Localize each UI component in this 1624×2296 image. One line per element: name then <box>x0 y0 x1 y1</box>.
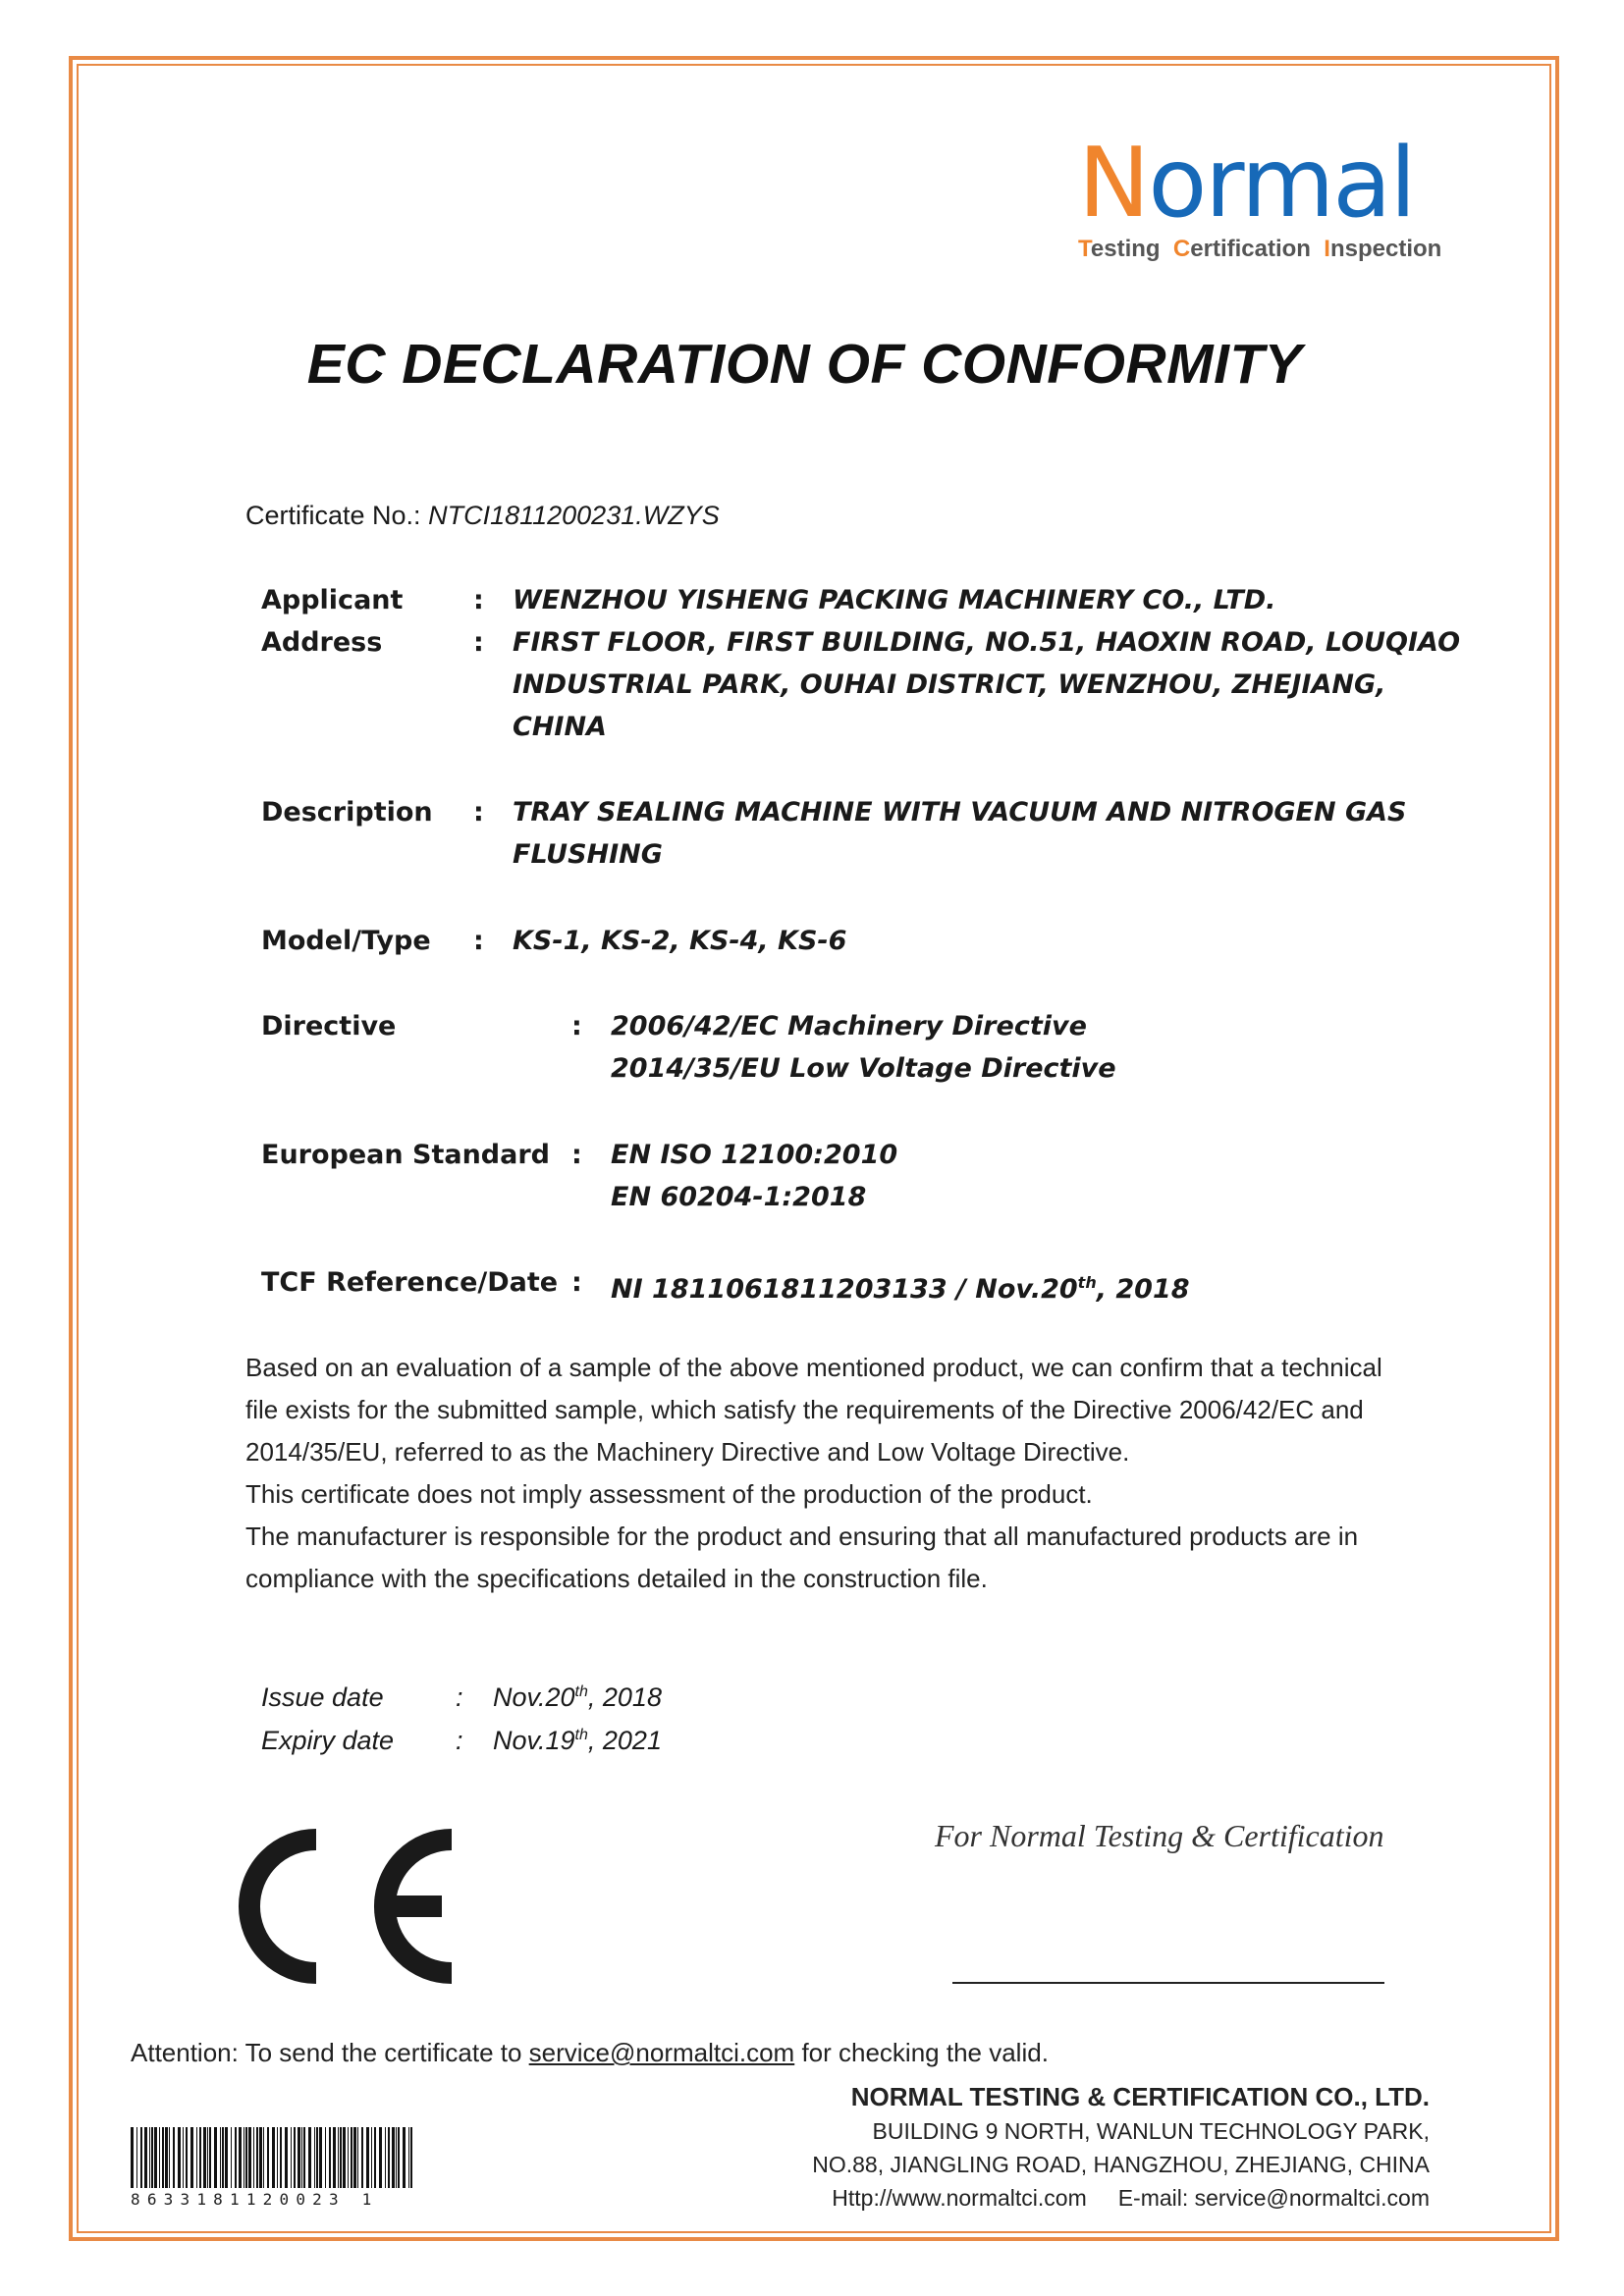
issue-date-day: Nov.20 <box>493 1682 575 1712</box>
issue-date-value <box>493 1682 662 1713</box>
address-line: FIRST FLOOR, FIRST BUILDING, NO.51, HAOXIN ROAD, LOUQIAO <box>513 627 1461 658</box>
description-line: FLUSHING <box>513 839 663 870</box>
standard-label: European Standard <box>261 1140 550 1170</box>
attention-text: Attention: To send the certificate to <box>131 2038 529 2067</box>
issue-date-year: , 2018 <box>587 1682 662 1712</box>
normal-logo <box>1078 128 1490 263</box>
signature-line <box>952 1982 1384 1984</box>
tagline-initial: T <box>1078 236 1091 262</box>
issue-date-ordinal: th <box>574 1683 588 1700</box>
statement-paragraph: Based on an evaluation of a sample of the above mentioned product, we can confirm that a technical file exists for the submitted sample, which satisfy the requirements of the Directive 2006/42/EC and 2014/35/EU, referred to as the Machinery Directive and Low Voltage Directive. <box>245 1353 1382 1467</box>
field-colon: : <box>456 1726 463 1755</box>
company-contact: Http://www.normaltci.com E-mail: service@normaltci.com <box>832 2185 1430 2211</box>
tcf-value-text: NI 1811061811203133 / Nov.20 <box>611 1274 1078 1305</box>
certificate-number-value: NTCI1811200231.WZYS <box>428 501 720 530</box>
description-value <box>513 791 1407 876</box>
directive-label: Directive <box>261 1011 397 1041</box>
tcf-value <box>611 1261 1190 1310</box>
ce-mark-icon <box>238 1828 463 1990</box>
company-name: NORMAL TESTING & CERTIFICATION CO., LTD. <box>850 2082 1430 2111</box>
expiry-date-ordinal: th <box>574 1727 588 1743</box>
certificate-number-label: Certificate No.: <box>245 501 421 530</box>
barcode <box>131 2127 415 2209</box>
description-label: Description <box>261 797 433 828</box>
issue-date-label: Issue date <box>261 1682 384 1712</box>
tagline-word: nspection <box>1329 236 1442 262</box>
logo-tagline <box>1078 236 1490 263</box>
field-colon: : <box>473 926 484 956</box>
tcf-label: TCF Reference/Date <box>261 1267 559 1298</box>
standard-value <box>611 1134 897 1218</box>
address-value <box>513 621 1460 748</box>
model-value <box>513 920 846 962</box>
standard-line: EN 60204-1:2018 <box>611 1182 867 1212</box>
logo-rest: ormal <box>1148 128 1415 240</box>
tagline-initial: C <box>1172 236 1191 262</box>
model-line: KS-1, KS-2, KS-4, KS-6 <box>513 926 847 956</box>
attention-note <box>131 2038 1049 2068</box>
barcode-bars <box>131 2127 415 2188</box>
field-colon: : <box>473 797 484 828</box>
company-info <box>812 2079 1430 2215</box>
directive-line: 2014/35/EU Low Voltage Directive <box>611 1053 1116 1084</box>
logo-initial: N <box>1078 128 1149 240</box>
directive-line: 2006/42/EC Machinery Directive <box>611 1011 1087 1041</box>
statement-paragraph: This certificate does not imply assessment of the production of the product. <box>245 1479 1093 1509</box>
address-line: CHINA <box>513 712 607 742</box>
company-address-line: BUILDING 9 NORTH, WANLUN TECHNOLOGY PARK, <box>872 2118 1430 2144</box>
address-line: INDUSTRIAL PARK, OUHAI DISTRICT, WENZHOU, ZHEJIANG, <box>513 669 1386 700</box>
standard-line: EN ISO 12100:2010 <box>611 1140 898 1170</box>
field-colon: : <box>571 1267 582 1298</box>
conformity-statement <box>245 1347 1394 1600</box>
document-title <box>0 332 1624 397</box>
tcf-year: , 2018 <box>1096 1274 1190 1305</box>
expiry-date-year: , 2021 <box>587 1726 662 1755</box>
field-colon: : <box>473 585 484 615</box>
company-address-line: NO.88, JIANGLING ROAD, HANGZHOU, ZHEJIANG, CHINA <box>812 2152 1430 2177</box>
barcode-number: 8633181120023 1 <box>131 2190 379 2209</box>
directive-value <box>611 1005 1116 1090</box>
signature-caption: For Normal Testing & Certification <box>935 1818 1384 1853</box>
applicant-label: Applicant <box>261 585 404 615</box>
field-colon: : <box>571 1140 582 1170</box>
model-label: Model/Type <box>261 926 431 956</box>
tagline-word: ertification <box>1190 236 1311 262</box>
title-text: EC DECLARATION OF CONFORMITY <box>306 333 1303 396</box>
certificate-number <box>245 501 720 531</box>
address-label: Address <box>261 627 383 658</box>
statement-paragraph: The manufacturer is responsible for the product and ensuring that all manufactured products are in compliance with the specifications detailed in the construction file. <box>245 1522 1359 1593</box>
field-colon: : <box>473 627 484 658</box>
attention-text-end: for checking the valid. <box>794 2038 1049 2067</box>
description-line: TRAY SEALING MACHINE WITH VACUUM AND NITROGEN GAS <box>513 797 1407 828</box>
tagline-initial: I <box>1324 236 1330 262</box>
expiry-date-label: Expiry date <box>261 1726 395 1755</box>
tagline-word: esting <box>1090 236 1161 262</box>
attention-email-link[interactable]: service@normaltci.com <box>528 2038 795 2067</box>
field-colon: : <box>456 1682 463 1712</box>
field-colon: : <box>571 1011 582 1041</box>
expiry-date-value <box>493 1726 662 1756</box>
applicant-value <box>513 579 1275 621</box>
expiry-date-day: Nov.19 <box>493 1726 575 1755</box>
tcf-ordinal: th <box>1077 1273 1097 1292</box>
applicant-line: WENZHOU YISHENG PACKING MACHINERY CO., LTD. <box>513 585 1276 615</box>
logo-wordmark <box>1078 128 1490 240</box>
